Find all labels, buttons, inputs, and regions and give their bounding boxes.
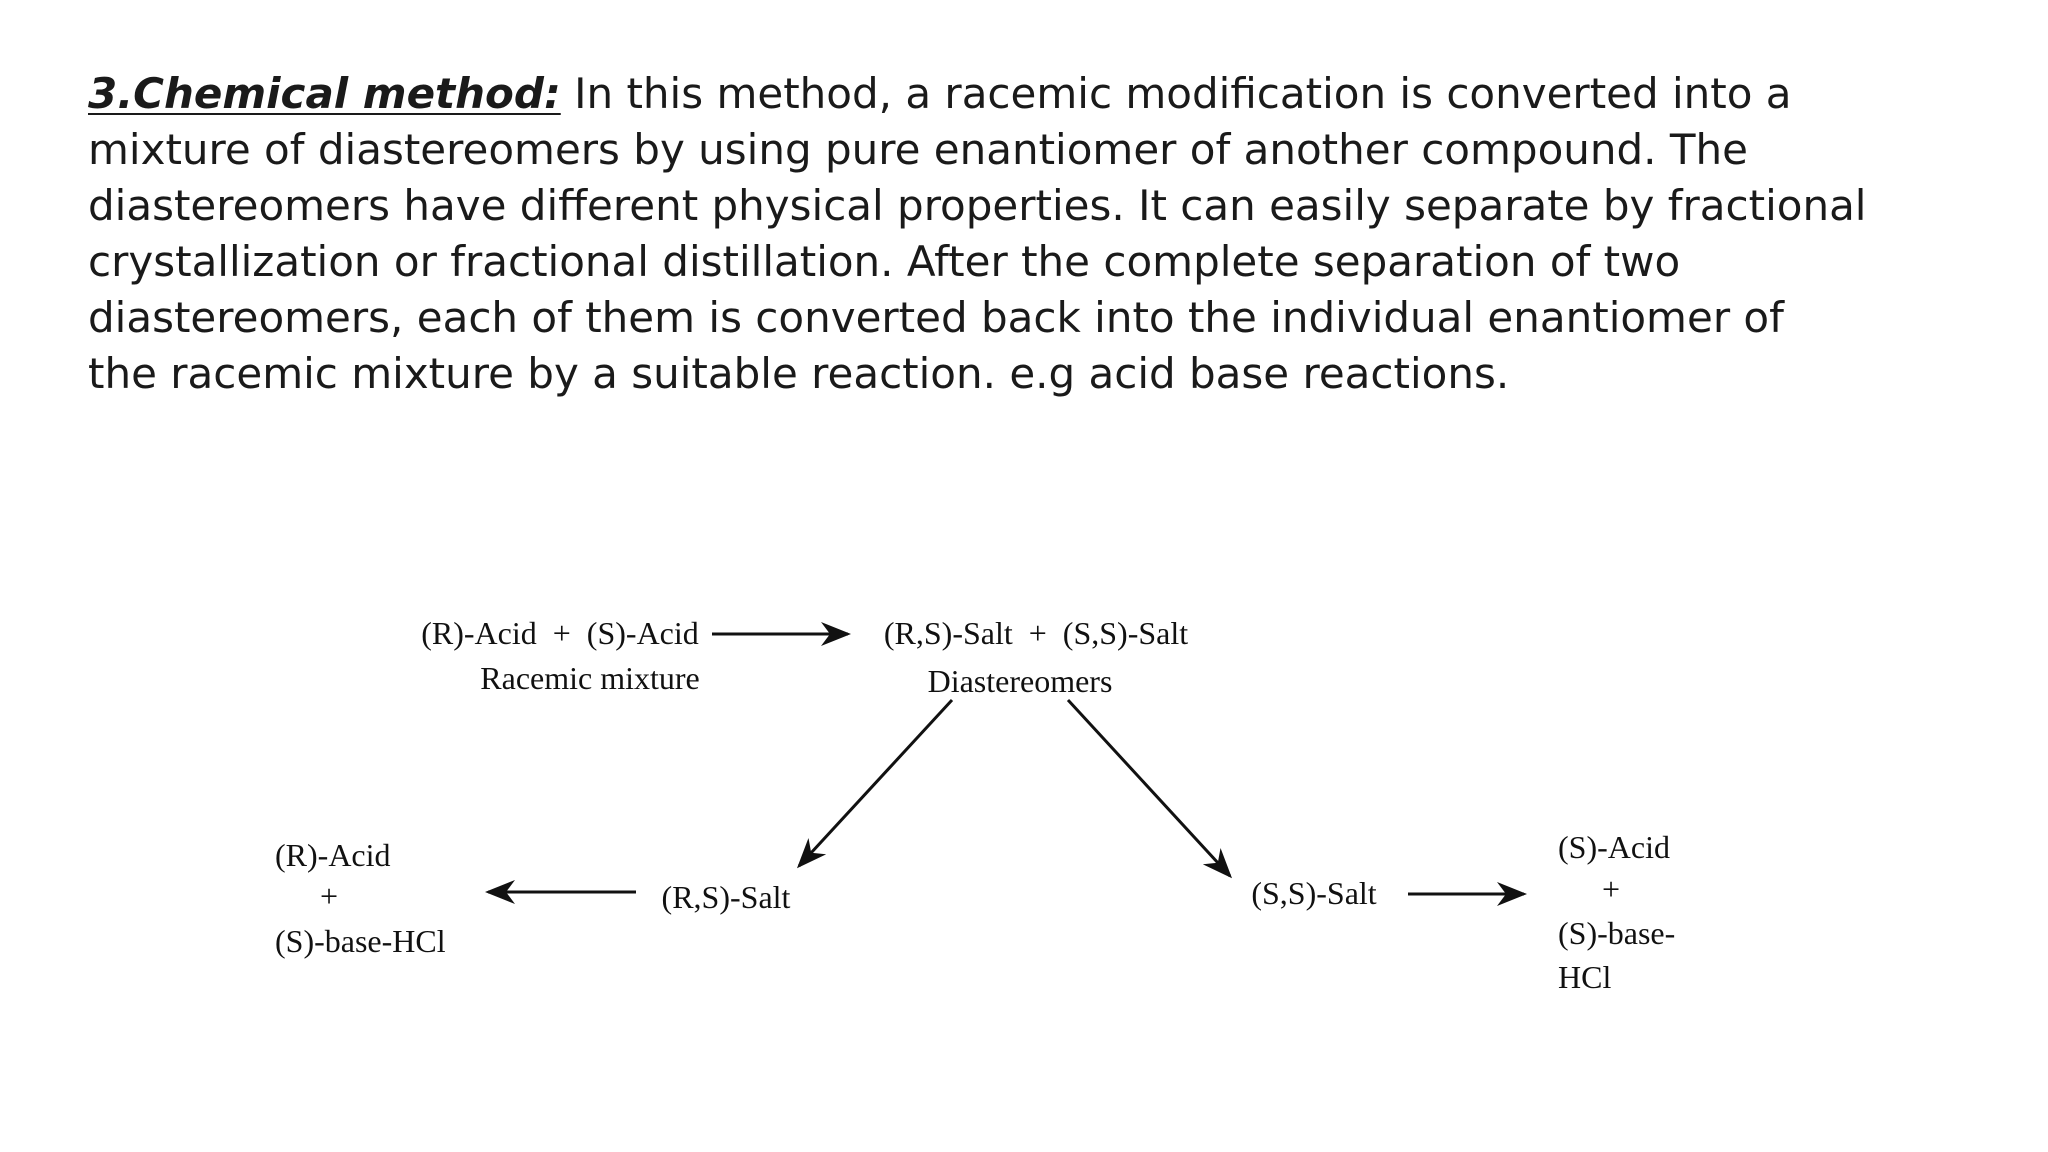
- racemic-formula: (R)-Acid + (S)-Acid: [421, 615, 699, 651]
- left-product-acid: (R)-Acid: [275, 837, 391, 873]
- left-product-plus: +: [320, 878, 339, 914]
- diastereomers-formula: (R,S)-Salt + (S,S)-Salt: [883, 615, 1189, 651]
- section-heading: 3.Chemical method:: [88, 69, 561, 118]
- diastereomers-label: Diastereomers: [927, 663, 1113, 699]
- paragraph-line-6: the racemic mixture by a suitable reaction. e.g acid base reactions.: [88, 349, 1510, 398]
- right-product-plus: +: [1602, 871, 1621, 907]
- paragraph-line-5: diastereomers, each of them is converted back into the individual enantiomer of: [88, 293, 1784, 342]
- left-product-base: (S)-base-HCl: [275, 923, 446, 959]
- right-product-base: (S)-base-: [1558, 915, 1676, 951]
- paragraph-line-4: crystallization or fractional distillation. After the complete separation of two: [88, 237, 1681, 286]
- paragraph-line-3: diastereomers have different physical properties. It can easily separate by fractional: [88, 181, 1867, 230]
- paragraph-line-1-text: In this method, a racemic modification is converted into a: [560, 69, 1792, 118]
- racemic-label: Racemic mixture: [480, 660, 700, 696]
- paragraph-line-2: mixture of diastereomers by using pure enantiomer of another compound. The: [88, 125, 1748, 174]
- ss-salt: (S,S)-Salt: [1251, 875, 1377, 911]
- right-product-hcl: HCl: [1558, 959, 1612, 995]
- arrow-to-ss-salt: [1068, 700, 1230, 876]
- rs-salt: (R,S)-Salt: [661, 879, 791, 915]
- right-product-acid: (S)-Acid: [1558, 829, 1670, 865]
- arrow-to-rs-salt: [799, 700, 952, 866]
